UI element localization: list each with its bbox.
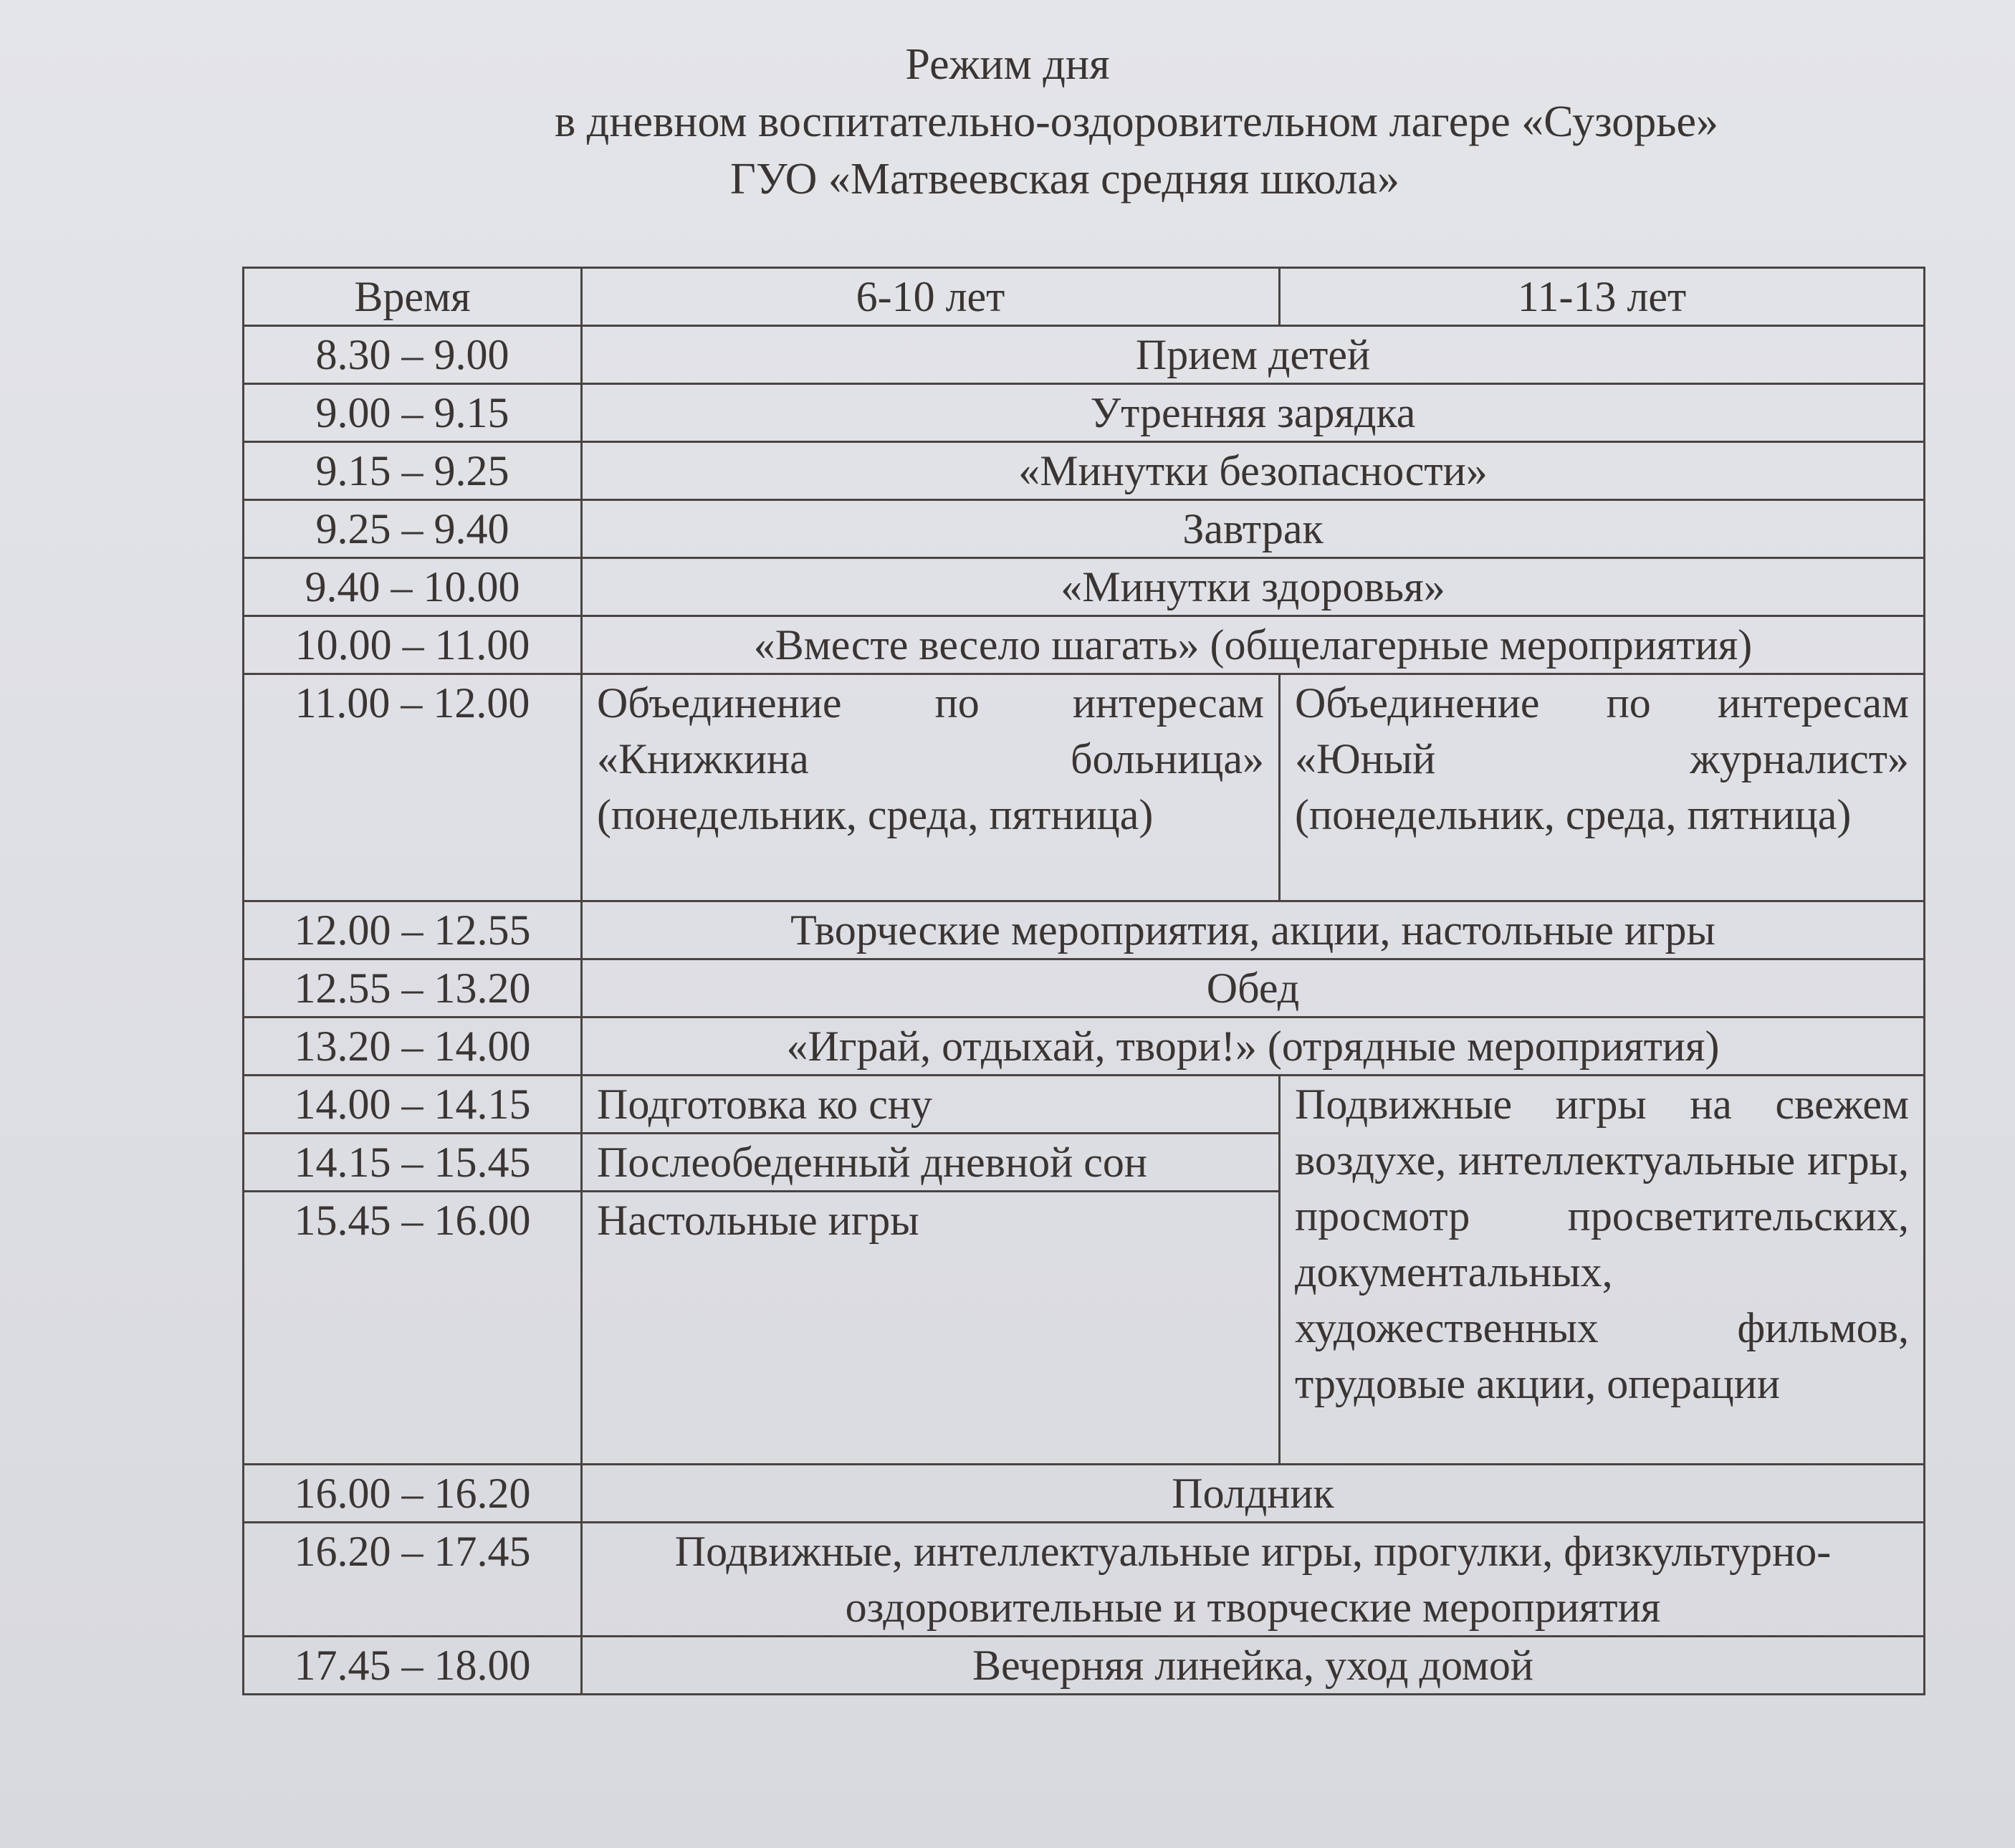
time-cell: 17.45 – 18.00 <box>244 1637 582 1695</box>
time-cell: 16.00 – 16.20 <box>244 1465 582 1523</box>
table-row <box>244 1637 1925 1695</box>
afternoon-activities-11-13: Подвижные игры на свежем воздухе, интеллектуальные игры, просмотр просветительских, документальных, художественных фильмов, трудовые акции, операции <box>1280 1076 1925 1465</box>
header-time: Время <box>244 268 582 326</box>
activity-6-10-cell: Подготовка ко сну <box>582 1076 1280 1134</box>
activity-cell: Прием детей <box>582 326 1925 384</box>
schedule-table <box>242 267 1925 1695</box>
table-row <box>244 384 1925 442</box>
table-row <box>244 326 1925 384</box>
table-row <box>244 1465 1925 1523</box>
title-line-1: Режим дня <box>905 40 1110 89</box>
table-row <box>244 959 1925 1018</box>
time-cell: 11.00 – 12.00 <box>244 674 582 901</box>
time-cell: 9.00 – 9.15 <box>244 384 582 442</box>
header-row <box>244 268 1925 326</box>
activity-cell: Подвижные, интеллектуальные игры, прогулки, физкультурно-оздоровительные и творческие мероприятия <box>582 1523 1925 1637</box>
time-cell: 13.20 – 14.00 <box>244 1018 582 1076</box>
time-cell: 9.40 – 10.00 <box>244 558 582 616</box>
activity-cell: Творческие мероприятия, акции, настольные игры <box>582 901 1925 959</box>
time-cell: 14.15 – 15.45 <box>244 1134 582 1192</box>
title-line-2: в дневном воспитательно-оздоровительном лагере «Сузорье» <box>555 97 1718 146</box>
table-row <box>244 1523 1925 1637</box>
time-cell: 10.00 – 11.00 <box>244 616 582 674</box>
time-cell: 8.30 – 9.00 <box>244 326 582 384</box>
time-cell: 12.00 – 12.55 <box>244 901 582 959</box>
document-title <box>0 36 2015 208</box>
table-row <box>244 1076 1925 1134</box>
time-cell: 9.15 – 9.25 <box>244 442 582 500</box>
activity-6-10-cell: Послеобеденный дневной сон <box>582 1134 1280 1192</box>
title-line-3: ГУО «Матвеевская средняя школа» <box>730 155 1399 204</box>
table-row <box>244 442 1925 500</box>
time-cell: 15.45 – 16.00 <box>244 1192 582 1465</box>
interest-group-6-10: Объединение по интересам «Книжкина больница» (понедельник, среда, пятница) <box>582 674 1280 901</box>
table-row <box>244 674 1925 901</box>
table-row <box>244 901 1925 959</box>
time-cell: 14.00 – 14.15 <box>244 1076 582 1134</box>
time-cell: 12.55 – 13.20 <box>244 959 582 1018</box>
activity-cell: «Вместе весело шагать» (общелагерные мероприятия) <box>582 616 1925 674</box>
activity-cell: Обед <box>582 959 1925 1018</box>
table-row <box>244 558 1925 616</box>
activity-cell: Вечерняя линейка, уход домой <box>582 1637 1925 1695</box>
activity-cell: Полдник <box>582 1465 1925 1523</box>
header-age-11-13: 11-13 лет <box>1280 268 1925 326</box>
activity-cell: Утренняя зарядка <box>582 384 1925 442</box>
time-cell: 16.20 – 17.45 <box>244 1523 582 1637</box>
table-row <box>244 500 1925 558</box>
table-row <box>244 616 1925 674</box>
table-row <box>244 1018 1925 1076</box>
activity-cell: Завтрак <box>582 500 1925 558</box>
time-cell: 9.25 – 9.40 <box>244 500 582 558</box>
activity-cell: «Минутки здоровья» <box>582 558 1925 616</box>
activity-cell: «Минутки безопасности» <box>582 442 1925 500</box>
header-age-6-10: 6-10 лет <box>582 268 1280 326</box>
interest-group-11-13: Объединение по интересам «Юный журналист» (понедельник, среда, пятница) <box>1280 674 1925 901</box>
activity-6-10-cell: Настольные игры <box>582 1192 1280 1465</box>
activity-cell: «Играй, отдыхай, твори!» (отрядные мероприятия) <box>582 1018 1925 1076</box>
